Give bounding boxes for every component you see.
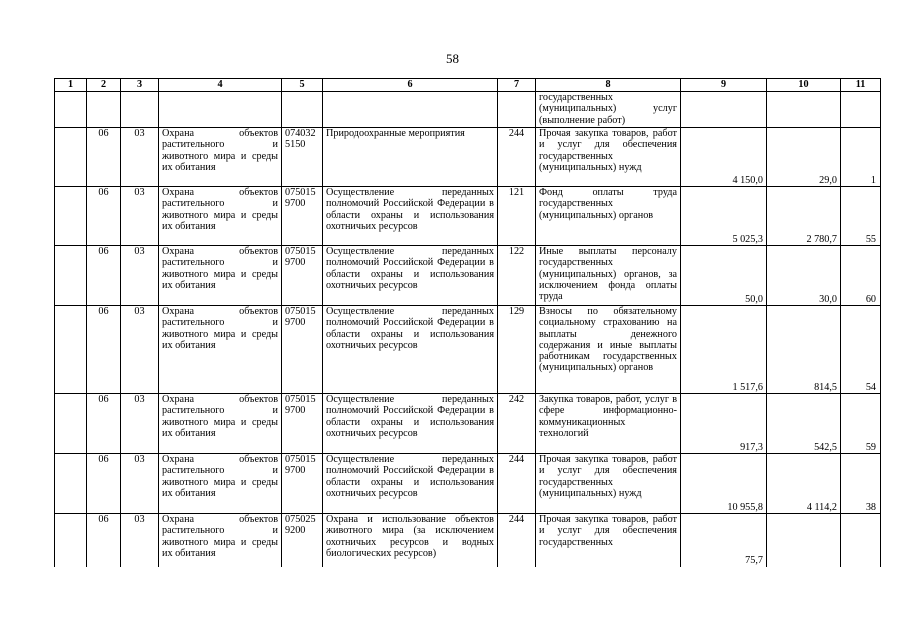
- percent-cell: 1: [841, 128, 881, 187]
- amount-actual-cell: 4 114,2: [767, 454, 841, 514]
- cell: [841, 92, 881, 128]
- subsection-name-cell: Охрана объектов растительного и животного мира и среды их обитания: [159, 454, 282, 514]
- subsection-cell: 03: [121, 246, 159, 306]
- expense-type-cell: Закупка товаров, работ, услуг в сфере информационно-коммуникационных технологий: [536, 394, 681, 454]
- percent-cell: 59: [841, 394, 881, 454]
- header-cell: 5: [282, 79, 323, 92]
- section-cell: 06: [87, 306, 121, 394]
- expense-code-cell: 122: [498, 246, 536, 306]
- header-cell: 3: [121, 79, 159, 92]
- amount-plan-cell: 50,0: [681, 246, 767, 306]
- page-number: 58: [446, 51, 459, 66]
- subsection-cell: 03: [121, 306, 159, 394]
- cell: [55, 394, 87, 454]
- target-article-cell: 075015 9700: [282, 454, 323, 514]
- percent-cell: 54: [841, 306, 881, 394]
- section-cell: 06: [87, 394, 121, 454]
- expense-type-cell: Прочая закупка товаров, работ и услуг для обеспечения государственных (муниципальных) нужд: [536, 454, 681, 514]
- table-row: [55, 187, 881, 246]
- table-row: [55, 454, 881, 514]
- section-cell: 06: [87, 246, 121, 306]
- program-name-cell: Осуществление переданных полномочий Российской Федерации в области охраны и использования охотничьих ресурсов: [323, 454, 498, 514]
- header-cell: 9: [681, 79, 767, 92]
- percent-cell: 38: [841, 454, 881, 514]
- expense-code-cell: 244: [498, 514, 536, 567]
- amount-actual-cell: 2 780,7: [767, 187, 841, 246]
- amount-plan-cell: 5 025,3: [681, 187, 767, 246]
- program-name-cell: Осуществление переданных полномочий Российской Федерации в области охраны и использования охотничьих ресурсов: [323, 394, 498, 454]
- expense-type-cell: Прочая закупка товаров, работ и услуг для обеспечения государственных: [536, 514, 681, 567]
- program-name-cell: Охрана и использование объектов животного мира (за исключением охотничьих ресурсов и водных биологических ресурсов): [323, 514, 498, 567]
- header-cell: 1: [55, 79, 87, 92]
- subsection-cell: 03: [121, 454, 159, 514]
- header-row: [55, 79, 881, 92]
- program-name-cell: Осуществление переданных полномочий Российской Федерации в области охраны и использования охотничьих ресурсов: [323, 306, 498, 394]
- cell: [55, 187, 87, 246]
- expense-code-cell: 242: [498, 394, 536, 454]
- cell: [55, 128, 87, 187]
- percent-cell: 55: [841, 187, 881, 246]
- amount-actual-cell: 814,5: [767, 306, 841, 394]
- target-article-cell: 074032 5150: [282, 128, 323, 187]
- target-article-cell: 075015 9700: [282, 246, 323, 306]
- cell: [159, 92, 282, 128]
- subsection-name-cell: Охрана объектов растительного и животного мира и среды их обитания: [159, 514, 282, 567]
- amount-actual-cell: 30,0: [767, 246, 841, 306]
- expense-type-cell: государственных (муниципальных) услуг (выполнение работ): [536, 92, 681, 128]
- expense-code-cell: 121: [498, 187, 536, 246]
- target-article-cell: 075015 9700: [282, 306, 323, 394]
- amount-plan-cell: 1 517,6: [681, 306, 767, 394]
- percent-cell: [841, 514, 881, 567]
- amount-actual-cell: [767, 514, 841, 567]
- amount-plan-cell: 4 150,0: [681, 128, 767, 187]
- target-article-cell: 075015 9700: [282, 187, 323, 246]
- percent-cell: 60: [841, 246, 881, 306]
- expense-type-cell: Взносы по обязательному социальному страхованию на выплаты денежного содержания и иные выплаты работникам государственных (муниципальных) органов: [536, 306, 681, 394]
- subsection-name-cell: Охрана объектов растительного и животного мира и среды их обитания: [159, 394, 282, 454]
- cell: [681, 92, 767, 128]
- cell: [55, 514, 87, 567]
- expense-type-cell: Фонд оплаты труда государственных (муниципальных) органов: [536, 187, 681, 246]
- expense-type-cell: Прочая закупка товаров, работ и услуг для обеспечения государственных (муниципальных) нужд: [536, 128, 681, 187]
- subsection-name-cell: Охрана объектов растительного и животного мира и среды их обитания: [159, 187, 282, 246]
- header-cell: 11: [841, 79, 881, 92]
- cell: [767, 92, 841, 128]
- subsection-name-cell: Охрана объектов растительного и животного мира и среды их обитания: [159, 246, 282, 306]
- section-cell: 06: [87, 128, 121, 187]
- amount-actual-cell: 542,5: [767, 394, 841, 454]
- program-name-cell: Осуществление переданных полномочий Российской Федерации в области охраны и использования охотничьих ресурсов: [323, 246, 498, 306]
- header-cell: 10: [767, 79, 841, 92]
- subsection-name-cell: Охрана объектов растительного и животного мира и среды их обитания: [159, 128, 282, 187]
- subsection-cell: 03: [121, 187, 159, 246]
- expense-type-cell: Иные выплаты персоналу государственных (муниципальных) органов, за исключением фонда оплаты труда: [536, 246, 681, 306]
- header-cell: 6: [323, 79, 498, 92]
- expense-code-cell: 244: [498, 128, 536, 187]
- header-cell: 8: [536, 79, 681, 92]
- cell: [282, 92, 323, 128]
- budget-table: [54, 78, 881, 567]
- section-cell: 06: [87, 454, 121, 514]
- expense-code-cell: 129: [498, 306, 536, 394]
- table-row: [55, 246, 881, 306]
- cell: [55, 454, 87, 514]
- header-cell: 2: [87, 79, 121, 92]
- amount-plan-cell: 10 955,8: [681, 454, 767, 514]
- cell: [87, 92, 121, 128]
- cell: [498, 92, 536, 128]
- program-name-cell: Осуществление переданных полномочий Российской Федерации в области охраны и использования охотничьих ресурсов: [323, 187, 498, 246]
- cell: [323, 92, 498, 128]
- table-row: [55, 128, 881, 187]
- subsection-name-cell: Охрана объектов растительного и животного мира и среды их обитания: [159, 306, 282, 394]
- expense-code-cell: 244: [498, 454, 536, 514]
- subsection-cell: 03: [121, 394, 159, 454]
- header-cell: 7: [498, 79, 536, 92]
- table-row: [55, 306, 881, 394]
- subsection-cell: 03: [121, 128, 159, 187]
- amount-plan-cell: 75,7: [681, 514, 767, 567]
- cell: [55, 306, 87, 394]
- amount-actual-cell: 29,0: [767, 128, 841, 187]
- cell: [121, 92, 159, 128]
- header-cell: 4: [159, 79, 282, 92]
- section-cell: 06: [87, 514, 121, 567]
- cell: [55, 92, 87, 128]
- table-row: [55, 394, 881, 454]
- continuation-row: [55, 92, 881, 128]
- target-article-cell: 075025 9200: [282, 514, 323, 567]
- amount-plan-cell: 917,3: [681, 394, 767, 454]
- program-name-cell: Природоохранные мероприятия: [323, 128, 498, 187]
- cell: [55, 246, 87, 306]
- section-cell: 06: [87, 187, 121, 246]
- table-row: [55, 514, 881, 567]
- target-article-cell: 075015 9700: [282, 394, 323, 454]
- subsection-cell: 03: [121, 514, 159, 567]
